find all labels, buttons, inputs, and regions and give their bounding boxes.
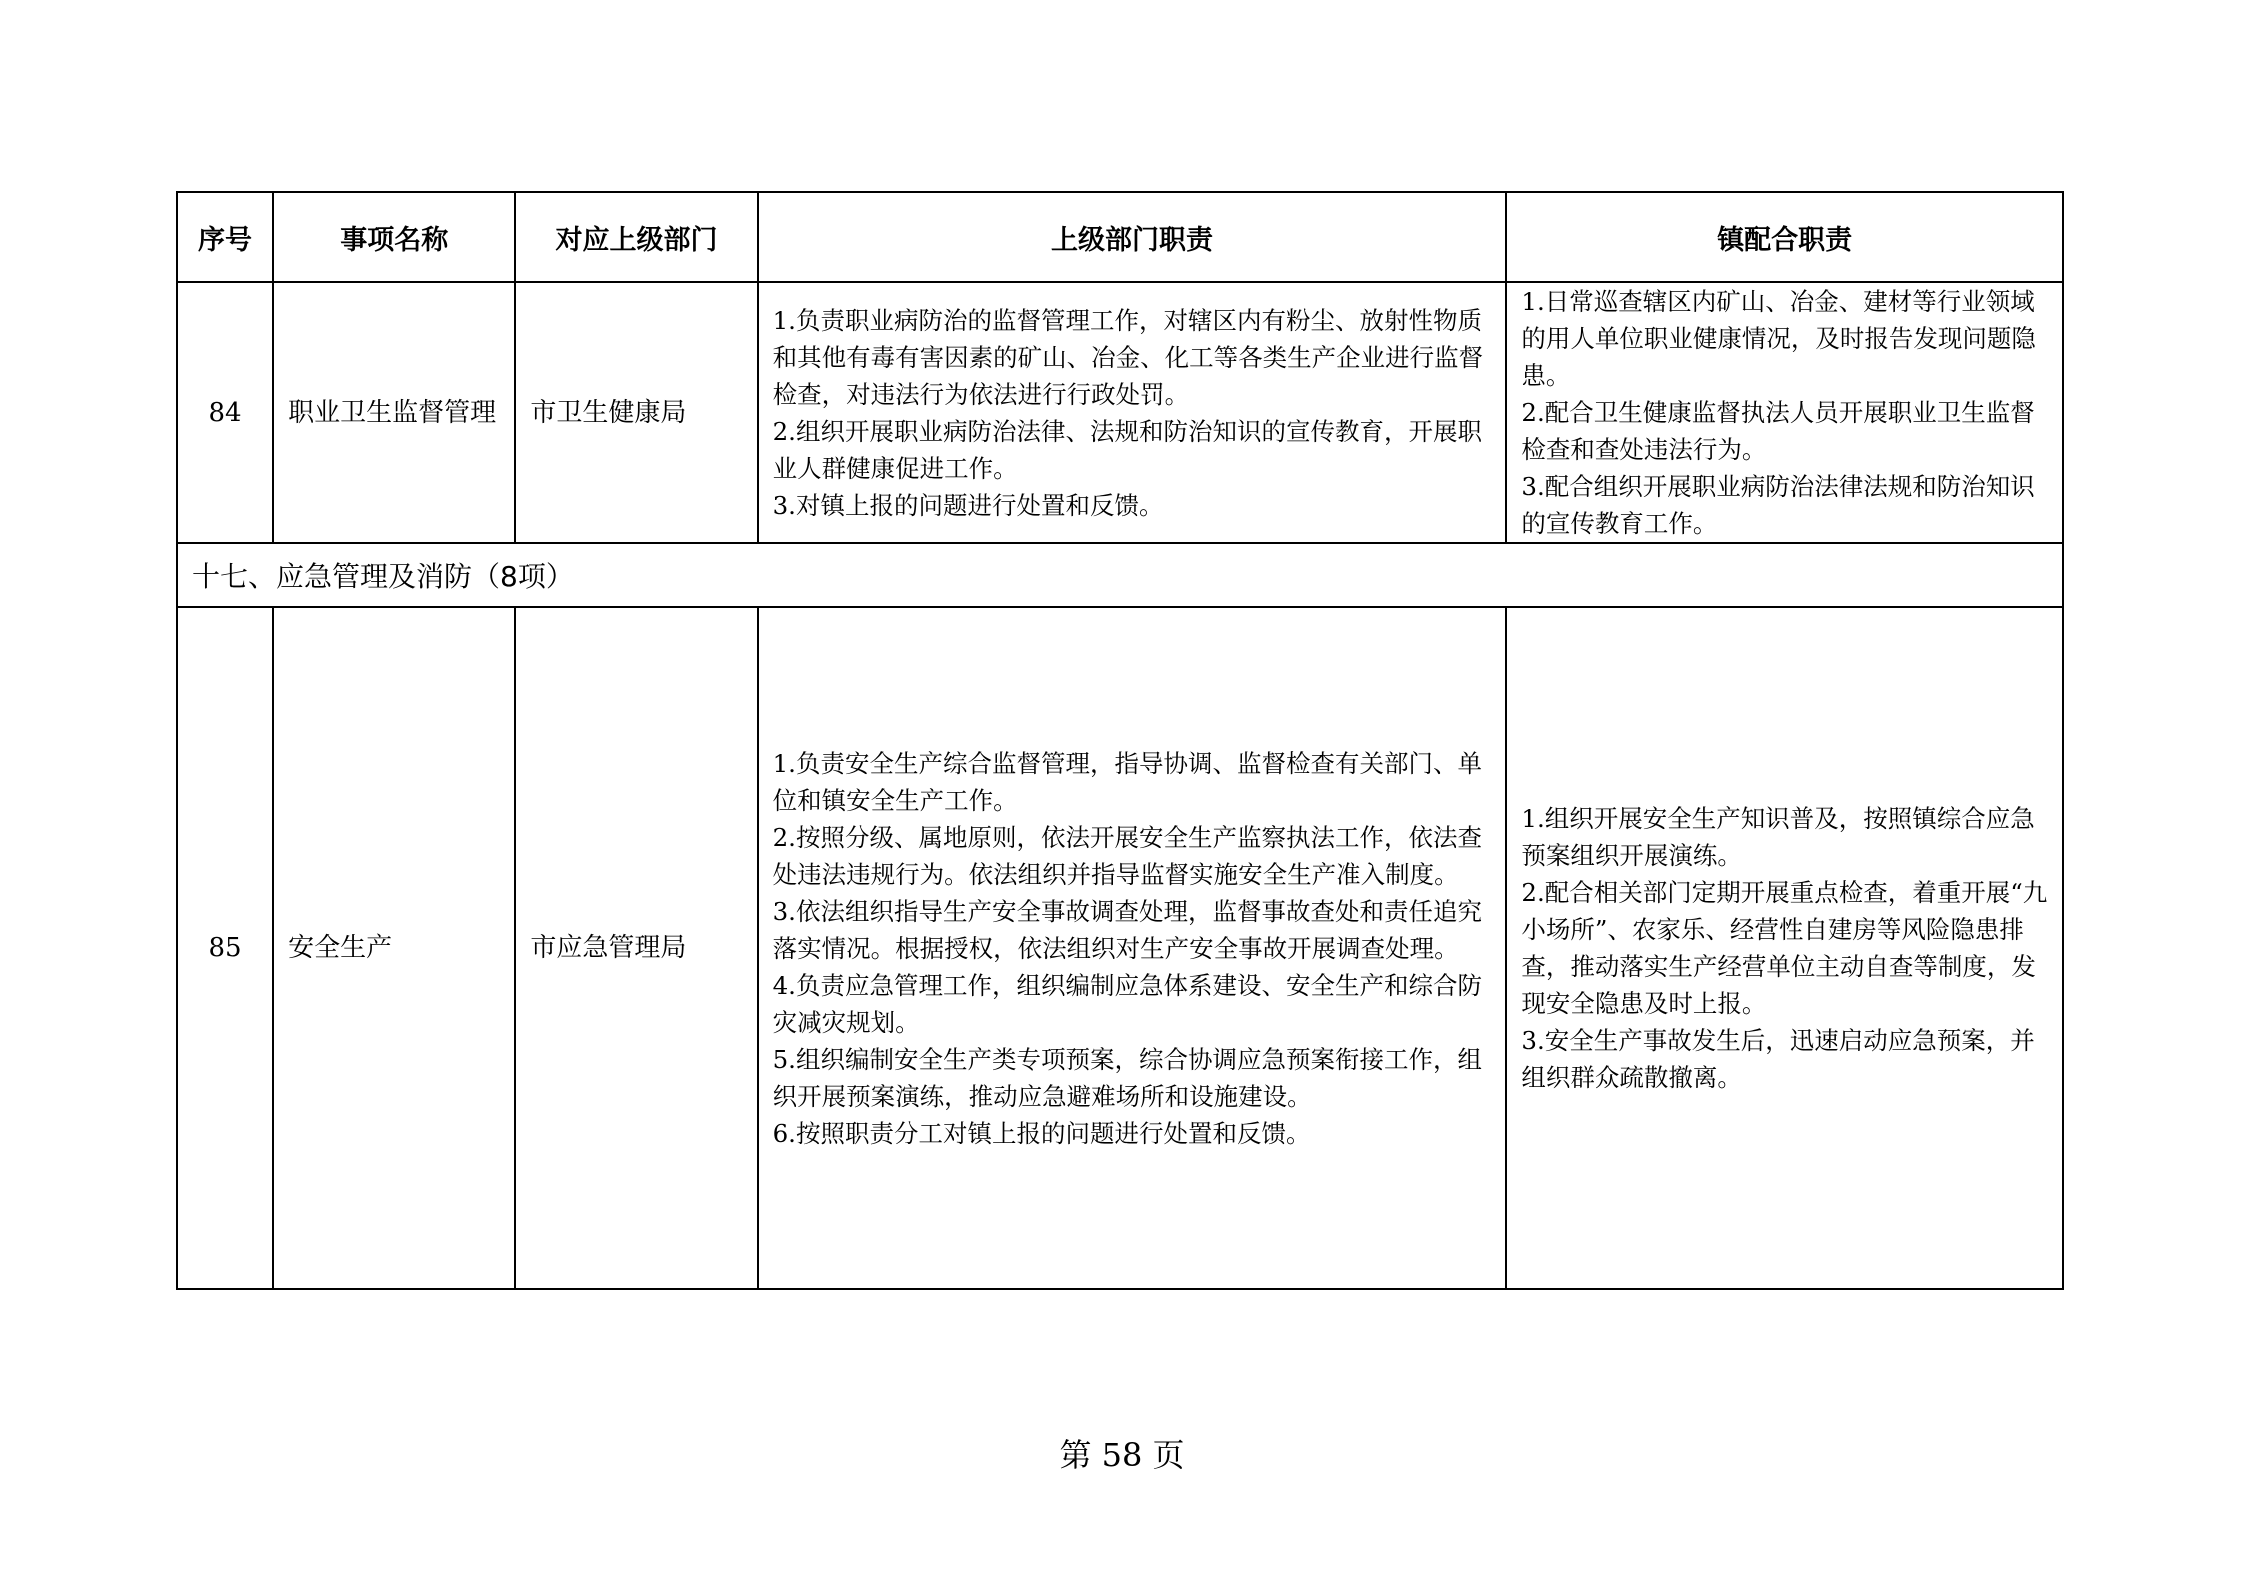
duty-item: 1.负责安全生产综合监督管理，指导协调、监督检查有关部门、单位和镇安全生产工作。 xyxy=(772,748,1482,815)
section-title: 十七、应急管理及消防（8项） xyxy=(177,543,2063,607)
table-row xyxy=(177,282,2063,543)
header-num: 序号 xyxy=(177,192,273,282)
town-cell xyxy=(1506,282,2063,543)
item-name-cell xyxy=(273,607,515,1289)
duty-item: 3.依法组织指导生产安全事故调查处理，监督事故查处和责任追究落实情况。根据授权，依法组织对生产安全事故开展调查处理。 xyxy=(772,896,1482,963)
duty-item: 3.对镇上报的问题进行处置和反馈。 xyxy=(772,490,1164,520)
header-town: 镇配合职责 xyxy=(1506,192,2063,282)
town-item: 3.安全生产事故发生后，迅速启动应急预案，并组织群众疏散撤离。 xyxy=(1521,1026,2035,1092)
town-item: 3.配合组织开展职业病防治法律法规和防治知识的宣传教育工作。 xyxy=(1521,472,2035,538)
duty-item: 2.按照分级、属地原则，依法开展安全生产监察执法工作，依法查处违法违规行为。依法组织并指导监督实施安全生产准入制度。 xyxy=(772,822,1482,889)
duty-item: 5.组织编制安全生产类专项预案，综合协调应急预案衔接工作，组织开展预案演练，推动应急避难场所和设施建设。 xyxy=(772,1044,1482,1111)
responsibility-table xyxy=(176,191,2064,1290)
header-dept: 对应上级部门 xyxy=(515,192,757,282)
table-header-row xyxy=(177,192,2063,282)
dept-name: 市卫生健康局 xyxy=(530,397,687,428)
page-number: 第 58 页 xyxy=(1059,1436,1185,1474)
item-name: 职业卫生监督管理 xyxy=(288,397,497,428)
table-row xyxy=(177,607,2063,1289)
duty-cell xyxy=(758,282,1507,543)
dept-cell xyxy=(515,282,757,543)
item-name-cell xyxy=(273,282,515,543)
town-item: 2.配合卫生健康监督执法人员开展职业卫生监督检查和查处违法行为。 xyxy=(1521,398,2035,464)
duty-item: 2.组织开展职业病防治法律、法规和防治知识的宣传教育，开展职业人群健康促进工作。 xyxy=(772,416,1482,483)
header-name: 事项名称 xyxy=(273,192,515,282)
town-cell xyxy=(1506,607,2063,1289)
duty-item: 4.负责应急管理工作，组织编制应急体系建设、安全生产和综合防灾减灾规划。 xyxy=(772,970,1482,1037)
duty-item: 6.按照职责分工对镇上报的问题进行处置和反馈。 xyxy=(772,1118,1311,1148)
section-row xyxy=(177,543,2063,607)
dept-cell xyxy=(515,607,757,1289)
row-number: 84 xyxy=(177,282,273,543)
town-item: 1.组织开展安全生产知识普及，按照镇综合应急预案组织开展演练。 xyxy=(1521,804,2035,870)
row-number: 85 xyxy=(177,607,273,1289)
header-duty: 上级部门职责 xyxy=(758,192,1507,282)
item-name: 安全生产 xyxy=(288,933,393,963)
town-item: 1.日常巡查辖区内矿山、冶金、建材等行业领域的用人单位职业健康情况，及时报告发现问题隐患。 xyxy=(1521,287,2036,390)
dept-name: 市应急管理局 xyxy=(530,933,687,963)
town-item: 2.配合相关部门定期开展重点检查，着重开展“九小场所”、农家乐、经营性自建房等风险隐患排查，推动落实生产经营单位主动自查等制度，发现安全隐患及时上报。 xyxy=(1521,878,2048,1018)
duty-item: 1.负责职业病防治的监督管理工作，对辖区内有粉尘、放射性物质和其他有毒有害因素的矿山、冶金、化工等各类生产企业进行监督检查，对违法行为依法进行行政处罚。 xyxy=(772,305,1484,409)
duty-cell xyxy=(758,607,1507,1289)
